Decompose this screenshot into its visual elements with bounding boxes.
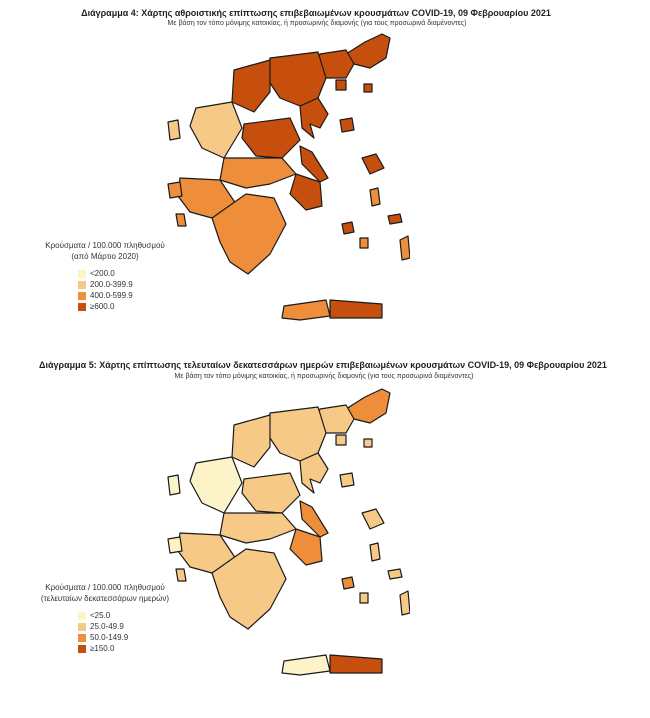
map-legend [40,582,170,654]
region-zakynthos [176,214,186,226]
legend-item: <25.0 [78,610,170,621]
greece-choropleth-map [150,28,410,343]
legend-item: <200.0 [78,268,170,279]
region-lesvos [362,509,384,529]
region-chalkidiki [300,453,328,493]
region-epirus [190,457,242,513]
region-thessaly [242,473,300,513]
map-subtitle: Με βάση τον τόπο μόνιμης κατοικίας, ή προσωρινής διαμονής (για τους προσωρινά διαμένοντες) [174,373,474,380]
region-crete-east [330,300,382,318]
map-panel-14day [0,355,650,718]
region-chios [370,188,380,206]
legend-swatch [78,623,86,631]
legend-swatch [78,281,86,289]
region-cyclades-1 [342,577,354,589]
legend-item: ≥600.0 [78,301,170,312]
region-samos [388,214,402,224]
legend-title: Κρούσματα / 100.000 πληθυσμού [45,241,165,250]
legend-swatch [78,612,86,620]
legend-swatch [78,645,86,653]
legend-item: 50.0-149.9 [78,632,170,643]
legend-swatch [78,303,86,311]
region-central-greece [220,513,296,543]
map-title: Διάγραμμα 4: Χάρτης αθροιστικής επίπτωσης επιβεβαιωμένων κρουσμάτων COVID-19, 09 Φεβρουαρίου 2021 [81,8,551,18]
region-lesvos [362,154,384,174]
region-zakynthos [176,569,186,581]
region-samothraki [364,439,372,447]
legend-subtitle: (από Μάρτιο 2020) [71,252,139,261]
region-lemnos [340,473,354,487]
region-chios [370,543,380,561]
region-crete-west [282,655,330,675]
region-thessaly [242,118,300,158]
legend-item: 25.0-49.9 [78,621,170,632]
region-corfu [168,120,180,140]
region-samos [388,569,402,579]
region-thasos [336,435,346,445]
region-dodecanese [400,591,410,615]
greece-choropleth-map [150,383,410,708]
region-cyclades-2 [360,238,368,248]
legend-item: ≥150.0 [78,643,170,654]
region-samothraki [364,84,372,92]
region-cyclades-2 [360,593,368,603]
legend-swatch [78,292,86,300]
region-epirus [190,102,242,158]
region-kefalonia [168,537,182,553]
region-kefalonia [168,182,182,198]
region-thasos [336,80,346,90]
legend-item: 400.0-599.9 [78,290,170,301]
legend-swatch [78,270,86,278]
region-west-macedonia [232,60,270,112]
region-lemnos [340,118,354,132]
map-title: Διάγραμμα 5: Χάρτης επίπτωσης τελευταίων δεκατεσσάρων ημερών επιβεβαιωμένων κρουσμάτων COVID-19, 09 Φεβρουαρίου 2021 [39,360,607,370]
legend-item: 200.0-399.9 [78,279,170,290]
region-crete-west [282,300,330,320]
region-west-macedonia [232,415,270,467]
legend-subtitle: (τελευταίων δεκατεσσάρων ημερών) [40,594,170,603]
map-legend [40,240,170,312]
region-chalkidiki [300,98,328,138]
map-subtitle: Με βάση τον τόπο μόνιμης κατοικίας, ή προσωρινής διαμονής (για τους προσωρινά διαμένοντες) [167,20,467,27]
region-dodecanese [400,236,410,260]
region-central-greece [220,158,296,188]
legend-title: Κρούσματα / 100.000 πληθυσμού [45,583,165,592]
map-panel-cumulative [0,0,650,355]
region-corfu [168,475,180,495]
legend-swatch [78,634,86,642]
region-cyclades-1 [342,222,354,234]
region-crete-east [330,655,382,673]
